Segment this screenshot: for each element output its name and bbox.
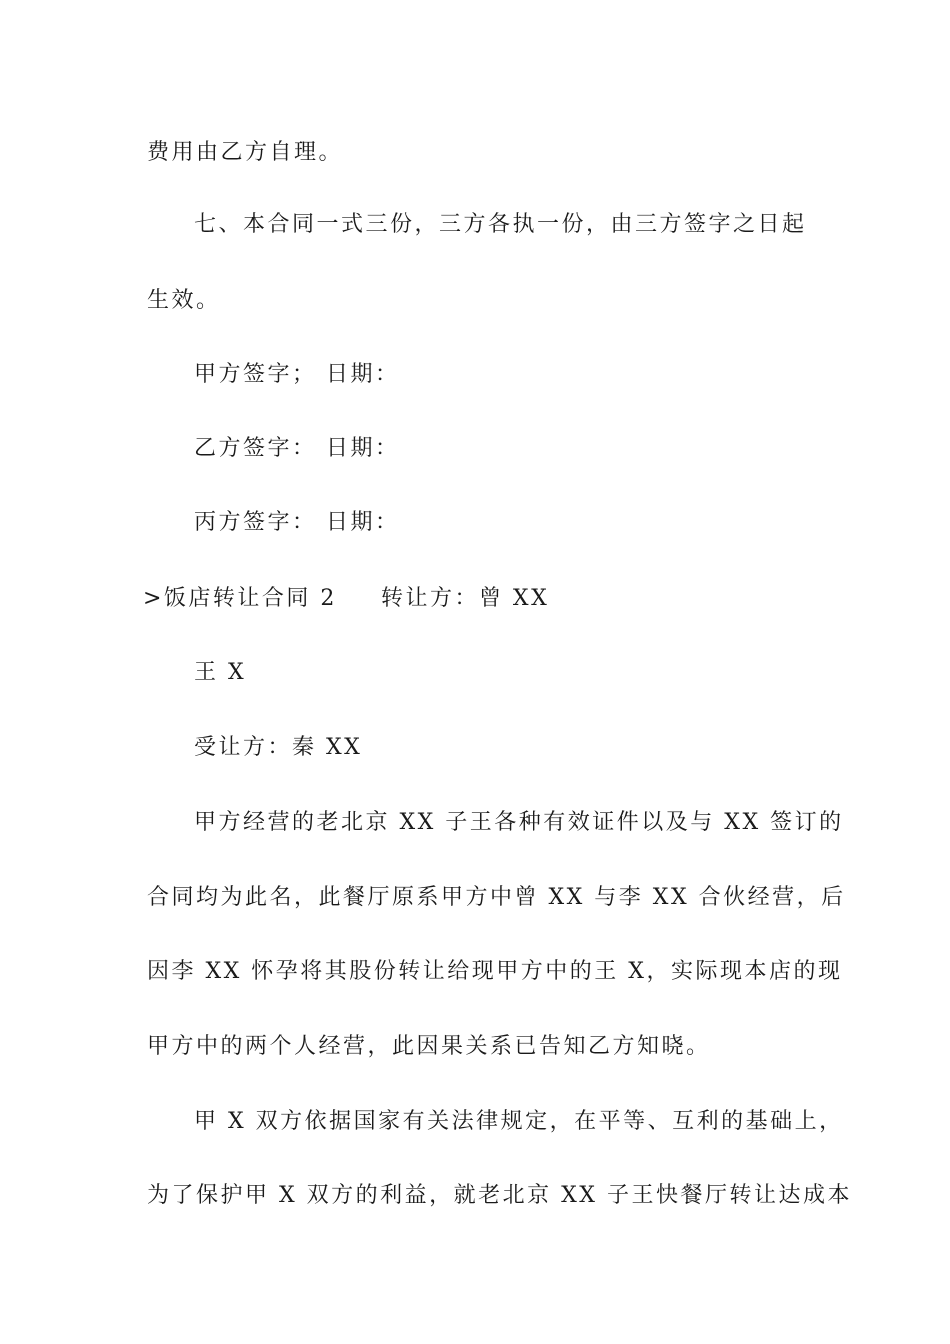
paragraph-line: 为了保护甲 X 双方的利益，就老北京 XX 子王快餐厅转让达成本 (147, 1183, 852, 1208)
paragraph-line: 甲方经营的老北京 XX 子王各种有效证件以及与 XX 签订的 (194, 810, 844, 835)
transferee-line: 受让方：秦 XX (194, 735, 363, 760)
paragraph-line: 费用由乙方自理。 (147, 140, 344, 165)
paragraph-line: 合同均为此名，此餐厅原系甲方中曾 XX 与李 XX 合伙经营，后 (147, 885, 846, 910)
paragraph-line: 甲 X 双方依据国家有关法律规定，在平等、互利的基础上， (194, 1109, 844, 1134)
paragraph-line: 甲方中的两个人经营，此因果关系已告知乙方知晓。 (147, 1034, 711, 1059)
contract-heading (143, 584, 549, 614)
signature-line-party-b: 乙方签字： 日期： (194, 436, 400, 461)
transferor-label: 转让方：曾 XX (380, 586, 550, 611)
paragraph-line: 七、本合同一式三份，三方各执一份，由三方签字之日起 (194, 212, 807, 237)
paragraph-line: 生效。 (147, 288, 221, 313)
party-name-line: 王 X (194, 660, 247, 685)
paragraph-line: 因李 XX 怀孕将其股份转让给现甲方中的王 X，实际现本店的现 (147, 959, 843, 984)
contract-title: >饭店转让合同 2 (143, 586, 337, 611)
signature-line-party-a: 甲方签字； 日期： (194, 362, 400, 387)
signature-line-party-c: 丙方签字： 日期： (194, 510, 400, 535)
